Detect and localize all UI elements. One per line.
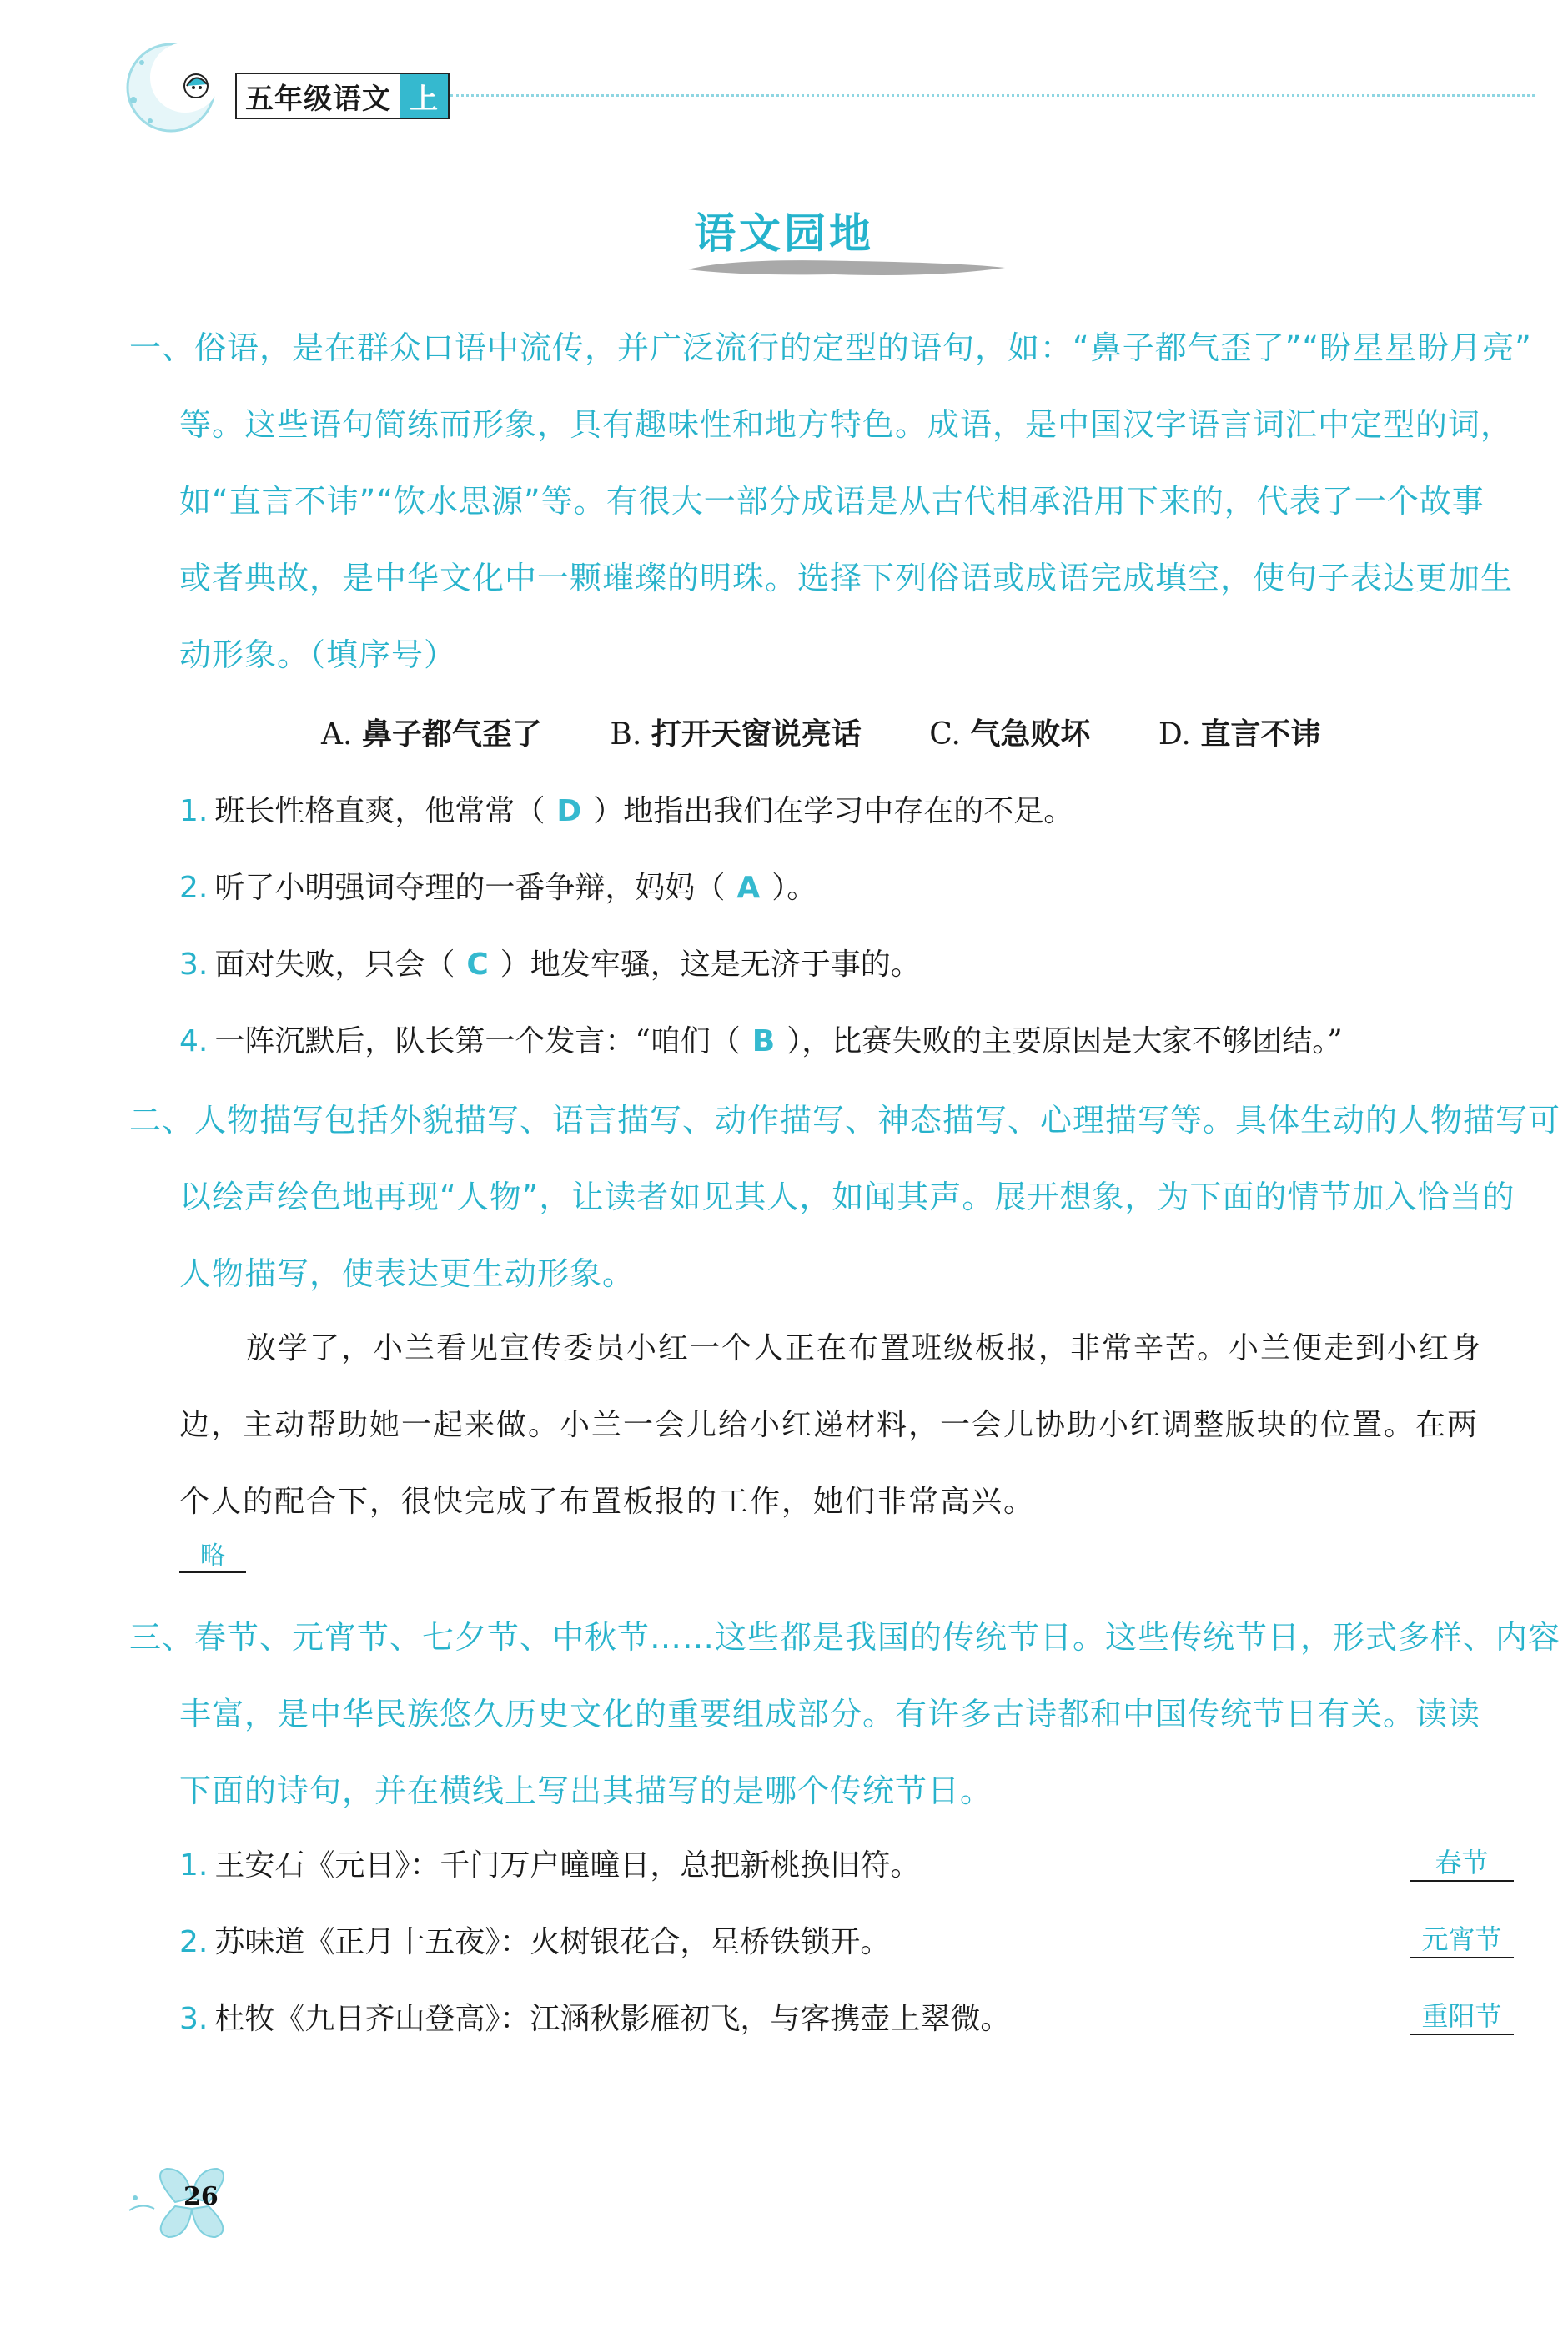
option-b: B. 打开天窗说亮话 bbox=[610, 717, 862, 752]
moon-decoration-icon bbox=[117, 38, 225, 138]
q1-item-4: 4. 一阵沉默后，队长第一个发言：“咱们（ B ），比赛失败的主要原因是大家不够团结。” bbox=[179, 1024, 1343, 1058]
q2-line: 人物描写，使表达更生动形象。 bbox=[179, 1255, 636, 1292]
q3-answer-blank: 元宵节 bbox=[1410, 1918, 1514, 1958]
page-number: 26 bbox=[183, 2182, 219, 2211]
option-d: D. 直言不讳 bbox=[1158, 717, 1321, 752]
q1-line: 如“直言不讳”“饮水思源”等。有很大一部分成语是从古代相承沿用下来的，代表了一个故事 bbox=[179, 483, 1485, 520]
q1-line: 或者典故，是中华文化中一颗璀璨的明珠。选择下列俗语或成语完成填空，使句子表达更加生 bbox=[179, 560, 1514, 596]
q1-line: 动形象。（填序号） bbox=[179, 636, 457, 673]
q2-line: 二、人物描写包括外貌描写、语言描写、动作描写、神态描写、心理描写等。具体生动的人物描写可 bbox=[129, 1102, 1561, 1139]
q3-line: 下面的诗句，并在横线上写出其描写的是哪个传统节日。 bbox=[179, 1772, 993, 1809]
q2-answer: 略 bbox=[179, 1535, 246, 1573]
q3-answer-blank: 春节 bbox=[1410, 1842, 1514, 1882]
grade-label bbox=[235, 73, 450, 119]
q3-answer-blank: 重阳节 bbox=[1410, 1995, 1514, 2035]
q3-item-1: 1. 王安石《元日》：千门万户曈曈日，总把新桃换旧符。 bbox=[179, 1848, 921, 1883]
option-a: A. 鼻子都气歪了 bbox=[321, 717, 542, 752]
term-badge: 上 bbox=[400, 74, 448, 118]
passage-line: 放学了，小兰看见宣传委员小红一个人正在布置班级板报，非常辛苦。小兰便走到小红身 bbox=[246, 1331, 1483, 1365]
q2-line: 以绘声绘色地再现“人物”，让读者如见其人，如闻其声。展开想象，为下面的情节加入恰当的 bbox=[179, 1179, 1515, 1215]
answer-text: D bbox=[556, 794, 582, 828]
answer-text: B bbox=[751, 1024, 776, 1058]
brush-stroke-decoration bbox=[684, 254, 1009, 279]
passage-line: 边，主动帮助她一起来做。小兰一会儿给小红递材料，一会儿协助小红调整版块的位置。在两 bbox=[179, 1408, 1480, 1442]
option-c: C. 气急败坏 bbox=[929, 717, 1091, 752]
answer-text: C bbox=[466, 948, 489, 982]
section-title: 语文园地 bbox=[694, 209, 874, 258]
q1-line: 等。这些语句简练而形象，具有趣味性和地方特色。成语，是中国汉字语言词汇中定型的词， bbox=[179, 406, 1514, 443]
q3-line: 丰富，是中华民族悠久历史文化的重要组成部分。有许多古诗都和中国传统节日有关。读读 bbox=[179, 1696, 1481, 1732]
page-header bbox=[117, 38, 1535, 138]
q3-item-2: 2. 苏味道《正月十五夜》：火树银花合，星桥铁锁开。 bbox=[179, 1925, 891, 1959]
passage-line: 个人的配合下，很快完成了布置板报的工作，她们非常高兴。 bbox=[179, 1485, 1036, 1519]
grade-text: 五年级语文 bbox=[245, 82, 391, 116]
q1-item-2: 2. 听了小明强词夺理的一番争辩，妈妈（ A ）。 bbox=[179, 871, 817, 905]
options-list bbox=[321, 711, 1379, 753]
answer-text: A bbox=[736, 871, 761, 905]
q3-item-3: 3. 杜牧《九日齐山登高》：江涵秋影雁初飞，与客携壶上翠微。 bbox=[179, 2002, 1011, 2036]
q3-line: 三、春节、元宵节、七夕节、中秋节……这些都是我国的传统节日。这些传统节日，形式多样、内容 bbox=[129, 1619, 1561, 1656]
q1-item-1: 1. 班长性格直爽，他常常（ D ）地指出我们在学习中存在的不足。 bbox=[179, 794, 1074, 828]
page-footer bbox=[125, 2160, 259, 2244]
q1-line: 一、俗语，是在群众口语中流传，并广泛流行的定型的语句，如：“鼻子都气歪了”“盼星星盼月亮” bbox=[129, 329, 1532, 366]
q1-item-3: 3. 面对失败，只会（ C ）地发牢骚，这是无济于事的。 bbox=[179, 948, 921, 982]
header-dotted-line bbox=[450, 94, 1535, 97]
